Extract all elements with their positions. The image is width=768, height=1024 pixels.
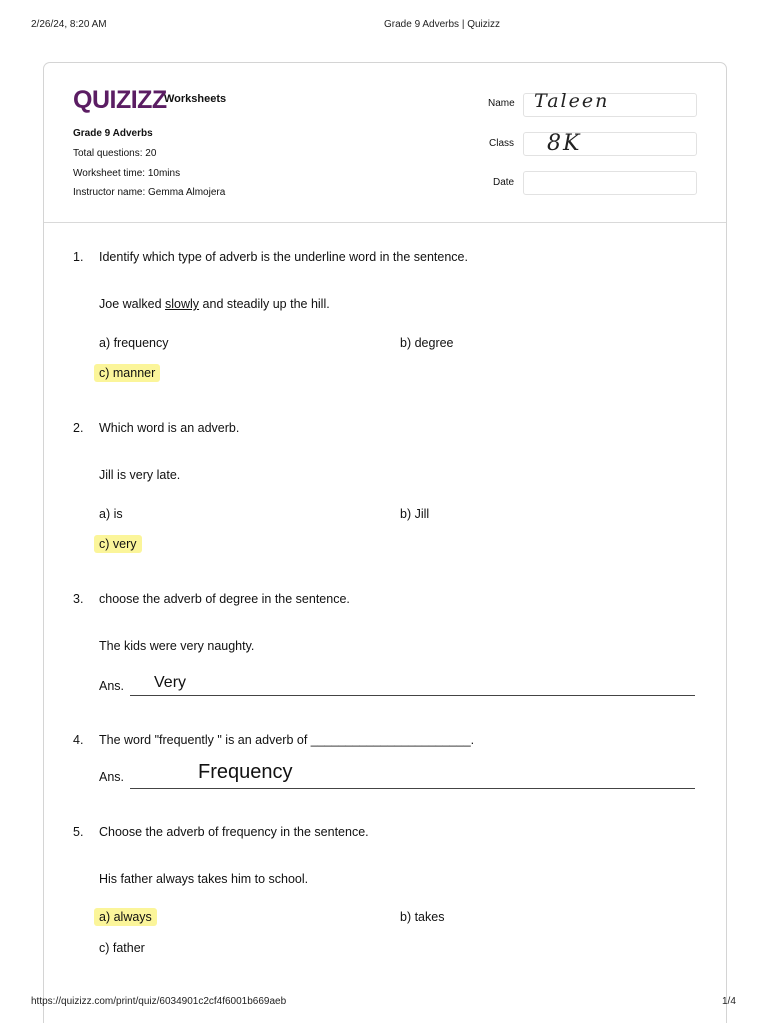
sentence-part: Joe walked xyxy=(99,297,166,311)
option-c[interactable]: c) father xyxy=(99,941,145,955)
question-prompt: Which word is an adverb. xyxy=(99,421,240,435)
option-c[interactable]: c) very xyxy=(94,535,142,553)
question-number: 1. xyxy=(73,250,84,264)
worksheet-title: Grade 9 Adverbs xyxy=(73,128,153,139)
question-sentence xyxy=(99,297,330,311)
worksheet-time: Worksheet time: 10mins xyxy=(73,168,181,179)
answer-value: Very xyxy=(154,674,187,691)
logo-subtitle: Worksheets xyxy=(164,93,227,105)
question-prompt: The word "frequently " is an adverb of _______________________. xyxy=(99,733,475,747)
question-number: 5. xyxy=(73,825,84,839)
question-sentence: Jill is very late. xyxy=(99,468,181,482)
quizizz-logo: QUIZIZZ xyxy=(73,86,167,114)
option-a[interactable]: a) is xyxy=(99,507,123,521)
date-field[interactable] xyxy=(523,171,697,195)
answer-label: Ans. xyxy=(99,679,125,693)
class-label: Class xyxy=(489,138,515,149)
instructor-name: Instructor name: Gemma Almojera xyxy=(73,187,226,198)
print-page-number: 1/4 xyxy=(722,996,736,1007)
question-prompt: Identify which type of adverb is the underline word in the sentence. xyxy=(99,250,468,264)
print-page-title: Grade 9 Adverbs | Quizizz xyxy=(384,19,500,30)
worksheet-header xyxy=(44,63,726,223)
print-datetime: 2/26/24, 8:20 AM xyxy=(31,19,107,30)
class-value: 8K xyxy=(547,131,582,156)
print-url: https://quizizz.com/print/quiz/6034901c2cf4f6001b669aeb xyxy=(31,996,287,1007)
answer-line[interactable] xyxy=(130,788,695,789)
answer-line[interactable] xyxy=(130,695,695,696)
option-a[interactable]: a) frequency xyxy=(99,336,169,350)
question-sentence: The kids were very naughty. xyxy=(99,639,255,653)
underlined-word: slowly xyxy=(165,297,200,311)
option-a[interactable]: a) always xyxy=(94,908,157,926)
option-b[interactable]: b) takes xyxy=(400,910,445,924)
name-value: Taleen xyxy=(534,90,610,112)
question-number: 2. xyxy=(73,421,84,435)
option-c[interactable]: c) manner xyxy=(94,364,160,382)
name-label: Name xyxy=(488,98,515,109)
total-questions: Total questions: 20 xyxy=(73,148,157,159)
date-label: Date xyxy=(493,177,515,188)
question-sentence: His father always takes him to school. xyxy=(99,872,309,886)
sentence-part: and steadily up the hill. xyxy=(199,297,330,311)
answer-label: Ans. xyxy=(99,770,125,784)
question-number: 4. xyxy=(73,733,84,747)
question-prompt: choose the adverb of degree in the sentence. xyxy=(99,592,350,606)
option-b[interactable]: b) Jill xyxy=(400,507,430,521)
option-b[interactable]: b) degree xyxy=(400,336,454,350)
question-prompt: Choose the adverb of frequency in the sentence. xyxy=(99,825,369,839)
answer-value: Frequency xyxy=(198,761,293,783)
question-number: 3. xyxy=(73,592,84,606)
